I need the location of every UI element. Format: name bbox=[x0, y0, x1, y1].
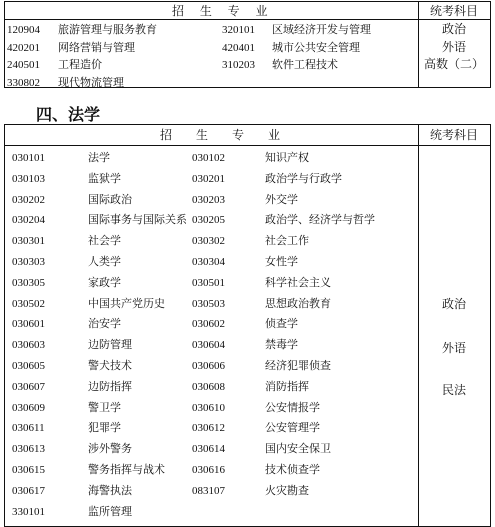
major-code: 030617 bbox=[12, 484, 45, 497]
major-code: 030610 bbox=[192, 401, 225, 414]
major-code: 030603 bbox=[12, 339, 45, 352]
exam-subject: 政治 bbox=[441, 22, 466, 36]
major-name: 禁毒学 bbox=[265, 338, 298, 352]
major-code: 030614 bbox=[192, 443, 225, 456]
major-code: 030301 bbox=[12, 235, 45, 248]
major-code: 420401 bbox=[222, 41, 255, 54]
major-name: 法学 bbox=[88, 151, 110, 164]
major-code: 030101 bbox=[12, 152, 45, 164]
major-code: 030205 bbox=[192, 214, 225, 227]
major-name: 监狱学 bbox=[88, 171, 121, 185]
major-code: 030608 bbox=[192, 380, 225, 393]
major-code: 030609 bbox=[12, 401, 45, 414]
law-header-major: 招 生 专 业 bbox=[160, 128, 281, 142]
major-code: 240501 bbox=[7, 59, 40, 71]
major-code: 030604 bbox=[192, 339, 225, 352]
major-name: 家政学 bbox=[88, 275, 121, 289]
major-name: 国内安全保卫 bbox=[265, 442, 331, 456]
major-name: 火灾勘查 bbox=[265, 483, 309, 497]
major-code: 030615 bbox=[12, 464, 45, 476]
major-name: 警务指挥与战术 bbox=[88, 463, 165, 476]
major-name: 经济犯罪侦查 bbox=[265, 359, 331, 372]
section-title: 四、法学 bbox=[36, 105, 101, 124]
major-code: 330802 bbox=[7, 76, 40, 89]
major-name: 工程造价 bbox=[58, 58, 102, 71]
major-name: 旅游管理与服务教育 bbox=[58, 23, 157, 36]
major-name: 网络营销与管理 bbox=[58, 40, 135, 54]
major-name: 科学社会主义 bbox=[265, 275, 331, 289]
major-name: 治安学 bbox=[88, 317, 121, 331]
major-name: 知识产权 bbox=[265, 151, 309, 164]
major-code: 030616 bbox=[192, 464, 225, 476]
major-name: 区域经济开发与管理 bbox=[272, 23, 371, 36]
major-name: 警卫学 bbox=[88, 400, 121, 414]
major-name: 国际政治 bbox=[88, 192, 132, 206]
exam-subject: 外语 bbox=[441, 341, 466, 355]
major-name: 边防管理 bbox=[88, 338, 132, 352]
exam-subject: 外语 bbox=[441, 39, 466, 54]
major-code: 320101 bbox=[222, 24, 255, 36]
major-name: 城市公共安全管理 bbox=[272, 40, 360, 54]
major-code: 030203 bbox=[192, 193, 225, 206]
top-header-subject: 统考科目 bbox=[430, 4, 479, 18]
major-name: 外交学 bbox=[265, 192, 298, 206]
major-code: 030103 bbox=[12, 172, 45, 185]
major-code: 030305 bbox=[12, 276, 45, 289]
major-name: 政治学、经济学与哲学 bbox=[265, 213, 375, 227]
major-code: 083107 bbox=[192, 484, 225, 497]
major-code: 030607 bbox=[12, 380, 45, 393]
law-header-subject: 统考科目 bbox=[430, 128, 479, 142]
major-name: 女性学 bbox=[265, 255, 298, 268]
major-code: 420201 bbox=[7, 41, 40, 54]
major-name: 思想政治教育 bbox=[265, 296, 331, 310]
major-name: 社会工作 bbox=[265, 234, 309, 248]
major-code: 030502 bbox=[12, 297, 45, 310]
major-code: 030204 bbox=[12, 214, 45, 227]
major-code: 030202 bbox=[12, 193, 45, 206]
exam-subject: 民法 bbox=[441, 383, 466, 397]
major-code: 030303 bbox=[12, 256, 45, 268]
exam-subject: 政治 bbox=[441, 297, 466, 311]
major-name: 软件工程技术 bbox=[272, 58, 338, 71]
major-name: 警犬技术 bbox=[88, 359, 132, 372]
top-header-major: 招 生 专 业 bbox=[172, 4, 274, 18]
major-code: 030613 bbox=[12, 443, 45, 456]
major-code: 030606 bbox=[192, 360, 225, 372]
major-name: 犯罪学 bbox=[88, 421, 121, 435]
major-code: 030503 bbox=[192, 297, 225, 310]
major-code: 030601 bbox=[12, 318, 45, 331]
major-name: 海警执法 bbox=[88, 483, 132, 497]
exam-subject: 高数（二） bbox=[423, 57, 484, 71]
major-name: 消防指挥 bbox=[265, 379, 309, 393]
major-code: 030302 bbox=[192, 235, 225, 248]
major-name: 边防指挥 bbox=[88, 379, 132, 393]
major-code: 030501 bbox=[192, 276, 225, 289]
major-code: 030605 bbox=[12, 360, 45, 372]
major-code: 030201 bbox=[192, 172, 225, 185]
major-name: 侦查学 bbox=[265, 317, 298, 331]
major-code: 030611 bbox=[12, 422, 45, 435]
major-code: 030304 bbox=[192, 256, 225, 268]
major-name: 公安管理学 bbox=[265, 421, 320, 435]
major-code: 120904 bbox=[7, 24, 40, 36]
major-name: 中国共产党历史 bbox=[88, 296, 165, 310]
major-code: 030612 bbox=[192, 422, 225, 435]
major-name: 监所管理 bbox=[88, 504, 132, 518]
major-name: 人类学 bbox=[88, 255, 121, 268]
major-code: 030102 bbox=[192, 152, 225, 164]
major-name: 现代物流管理 bbox=[58, 75, 124, 89]
major-name: 技术侦查学 bbox=[265, 463, 320, 476]
major-name: 公安情报学 bbox=[265, 400, 320, 414]
major-code: 310203 bbox=[222, 59, 255, 71]
major-name: 国际事务与国际关系 bbox=[88, 213, 187, 227]
major-code: 030602 bbox=[192, 318, 225, 331]
major-code: 330101 bbox=[12, 505, 45, 518]
major-name: 涉外警务 bbox=[88, 442, 132, 456]
major-name: 政治学与行政学 bbox=[265, 171, 342, 185]
major-name: 社会学 bbox=[88, 234, 121, 248]
